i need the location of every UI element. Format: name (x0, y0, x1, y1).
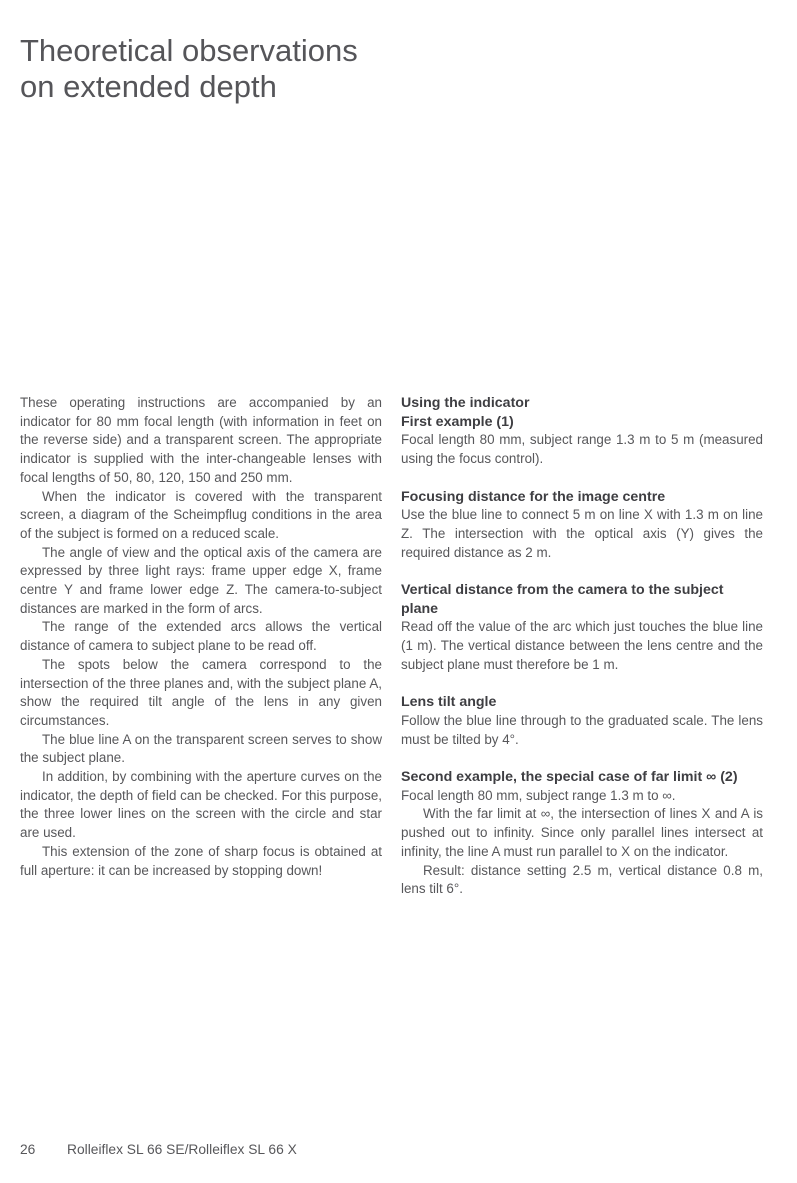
page-number: 26 (20, 1142, 36, 1157)
left-column (20, 394, 382, 880)
running-title: Rolleiflex SL 66 SE/Rolleiflex SL 66 X (67, 1142, 297, 1157)
body-paragraph: The spots below the camera correspond to the intersection of the three planes and, with the subject plane A, show the required tilt angle of the lens in any given circumstances. (20, 656, 382, 728)
section-paragraph: Focal length 80 mm, subject range 1.3 m to 5 m (measured using the focus control). (401, 432, 763, 467)
page-title (20, 33, 580, 105)
section-subheading-first-example: First example (1) (401, 413, 514, 430)
section-paragraph: Result: distance setting 2.5 m, vertical distance 0.8 m, lens tilt 6°. (401, 862, 763, 897)
page-title-line-2: on extended depth (20, 69, 277, 104)
body-paragraph: This extension of the zone of sharp focus is obtained at full aperture: it can be increased by stopping down! (20, 843, 382, 878)
body-paragraph: The blue line A on the transparent screen serves to show the subject plane. (20, 731, 382, 766)
section-heading-second-example: Second example, the special case of far limit ∞ (2) (401, 769, 738, 785)
body-paragraph: When the indicator is covered with the transparent screen, a diagram of the Scheimpflug conditions in the area of the subject is formed on a reduced scale. (20, 488, 382, 541)
body-paragraph: The range of the extended arcs allows the vertical distance of camera to subject plane to be read off. (20, 619, 382, 654)
section-paragraph: Focal length 80 mm, subject range 1.3 m to ∞. (401, 787, 676, 803)
page-title-line-1: Theoretical observations (20, 33, 358, 68)
section-heading-vertical-distance: Vertical distance from the camera to the subject plane (401, 582, 724, 617)
section-heading-lens-tilt-angle: Lens tilt angle (401, 694, 497, 711)
section-paragraph: Use the blue line to connect 5 m on line X with 1.3 m on line Z. The intersection with the optical axis (Y) gives the required distance as 2 m. (401, 507, 763, 560)
body-paragraph: The angle of view and the optical axis of the camera are expressed by three light rays: frame upper edge X, frame centre Y and frame lower edge Z. The camera-to-subject distances are marked in the form of arcs. (20, 544, 382, 616)
intro-paragraph: These operating instructions are accompanied by an indicator for 80 mm focal length (with information in feet on the reverse side) and a transparent screen. The appropriate indicator is supplied with the inter-changeable lenses with focal lengths of 50, 80, 120, 150 and 250 mm. (20, 395, 382, 485)
section-heading-using-indicator: Using the indicator (401, 395, 530, 411)
section-heading-focusing-distance: Focusing distance for the image centre (401, 488, 666, 505)
section-paragraph: Read off the value of the arc which just touches the blue line (1 m). The vertical distance between the lens centre and the subject plane must therefore be 1 m. (401, 619, 763, 672)
page-footer (20, 1142, 297, 1157)
body-paragraph: In addition, by combining with the aperture curves on the indicator, the depth of field can be checked. For this purpose, the three lower lines on the screen with the circle and star are used. (20, 769, 382, 841)
right-column (401, 394, 763, 899)
section-paragraph: Follow the blue line through to the graduated scale. The lens must be tilted by 4°. (401, 712, 763, 747)
section-paragraph: With the far limit at ∞, the intersection of lines X and A is pushed out to infinity. Since only parallel lines intersect at infinity, the line A must run parallel to X on the indicator. (401, 806, 763, 859)
